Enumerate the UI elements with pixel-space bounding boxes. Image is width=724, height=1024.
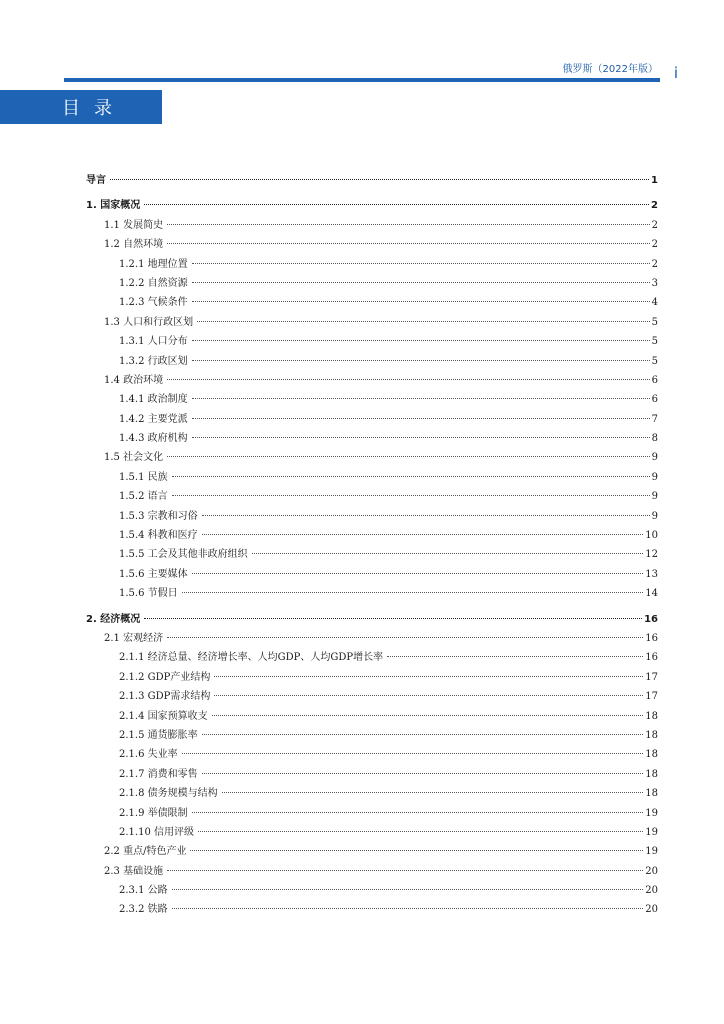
dot-leader (182, 592, 644, 593)
dot-leader (167, 870, 643, 871)
toc-entry[interactable] (86, 313, 658, 332)
dot-leader (192, 263, 650, 264)
dot-leader (192, 340, 650, 341)
toc-entry-label: 2.1.9 举债限制 (119, 807, 188, 819)
toc-entry-label: 1.5.1 民族 (119, 471, 168, 483)
toc-entry[interactable] (86, 371, 658, 390)
toc-entry-label: 2. 经济概况 (86, 613, 141, 625)
toc-entry[interactable] (86, 584, 658, 603)
toc-entry-label: 2.3.2 铁路 (119, 904, 168, 916)
toc-entry[interactable] (86, 610, 658, 629)
title-banner (0, 90, 162, 124)
dot-leader (192, 437, 650, 438)
toc-entry-page: 17 (645, 671, 658, 683)
toc-entry-page: 16 (644, 613, 658, 625)
toc-entry[interactable] (86, 487, 658, 506)
toc-entry-label: 1.5.3 宗教和习俗 (119, 510, 198, 522)
table-of-contents (86, 171, 658, 920)
toc-entry[interactable] (86, 900, 658, 919)
toc-entry[interactable] (86, 332, 658, 351)
toc-entry-page: 3 (651, 277, 658, 289)
dot-leader (172, 476, 650, 477)
toc-entry-label: 2.1.3 GDP需求结构 (119, 691, 211, 703)
toc-entry-label: 2.1.10 信用评级 (119, 826, 194, 838)
toc-entry[interactable] (86, 410, 658, 429)
toc-entry-page: 13 (645, 568, 658, 580)
dot-leader (172, 908, 644, 909)
toc-entry-label: 1.5.6 主要媒体 (119, 568, 188, 580)
toc-entry-page: 2 (651, 219, 658, 231)
toc-entry[interactable] (86, 648, 658, 667)
toc-entry[interactable] (86, 526, 658, 545)
toc-entry[interactable] (86, 687, 658, 706)
toc-entry-page: 2 (651, 200, 658, 212)
dot-leader (172, 495, 650, 496)
toc-entry-page: 6 (651, 374, 658, 386)
toc-entry[interactable] (86, 842, 658, 861)
toc-entry-page: 14 (645, 588, 658, 600)
toc-entry-label: 1.5 社会文化 (104, 452, 164, 464)
dot-leader (144, 618, 642, 619)
dot-leader (387, 656, 643, 657)
toc-entry-page: 18 (645, 788, 658, 800)
toc-entry-page: 1 (651, 175, 658, 186)
dot-leader (192, 282, 650, 283)
toc-entry[interactable] (86, 707, 658, 726)
toc-entry[interactable] (86, 274, 658, 293)
toc-entry-label: 2.1.8 债务规模与结构 (119, 788, 218, 800)
toc-entry-page: 20 (645, 904, 658, 916)
toc-entry-label: 1.3.2 行政区划 (119, 355, 188, 367)
toc-entry-label: 1.5.6 节假日 (119, 588, 178, 600)
toc-entry-label: 2.1.6 失业率 (119, 749, 178, 761)
toc-entry[interactable] (86, 429, 658, 448)
toc-entry-label: 1.4.2 主要党派 (119, 413, 188, 425)
toc-entry-page: 5 (651, 316, 658, 328)
dot-leader (192, 398, 650, 399)
toc-entry-label: 1.5.4 科教和医疗 (119, 530, 198, 542)
toc-entry[interactable] (86, 448, 658, 467)
toc-entry-page: 18 (645, 729, 658, 741)
dot-leader (202, 734, 644, 735)
toc-entry[interactable] (86, 565, 658, 584)
toc-entry-label: 2.1.2 GDP产业结构 (119, 671, 211, 683)
dot-leader (212, 715, 644, 716)
toc-entry-label: 2.1 宏观经济 (104, 632, 164, 644)
toc-entry-page: 9 (651, 452, 658, 464)
toc-entry-page: 9 (651, 471, 658, 483)
header-rule (64, 78, 660, 82)
toc-entry[interactable] (86, 745, 658, 764)
toc-entry-page: 18 (645, 710, 658, 722)
toc-entry[interactable] (86, 352, 658, 371)
toc-entry[interactable] (86, 545, 658, 564)
toc-entry[interactable] (86, 390, 658, 409)
toc-entry-page: 17 (645, 691, 658, 703)
toc-entry-page: 20 (645, 885, 658, 897)
toc-entry-label: 1.5.5 工会及其他非政府组织 (119, 549, 248, 561)
toc-entry[interactable] (86, 726, 658, 745)
toc-entry[interactable] (86, 668, 658, 687)
toc-entry-label: 2.2 重点/特色产业 (104, 846, 187, 858)
toc-entry[interactable] (86, 765, 658, 784)
dot-leader (202, 515, 650, 516)
toc-entry-page: 2 (651, 239, 658, 251)
toc-entry-label: 2.1.1 经济总量、经济增长率、人均GDP、人均GDP增长率 (119, 652, 384, 664)
toc-entry[interactable] (86, 804, 658, 823)
dot-leader (202, 534, 644, 535)
toc-entry-page: 12 (645, 549, 658, 561)
toc-entry[interactable] (86, 235, 658, 254)
toc-entry-page: 2 (651, 258, 658, 270)
toc-entry-label: 1.3 人口和行政区划 (104, 316, 194, 328)
toc-entry-label: 2.3 基础设施 (104, 865, 164, 877)
page-title: 目录 (62, 98, 126, 119)
toc-entry-label: 导言 (86, 175, 106, 186)
toc-entry[interactable] (86, 629, 658, 648)
toc-entry-label: 1.5.2 语言 (119, 491, 168, 503)
toc-entry-label: 1.2.2 自然资源 (119, 277, 188, 289)
dot-leader (167, 456, 650, 457)
toc-entry-label: 1.4.1 政治制度 (119, 394, 188, 406)
toc-entry-label: 2.1.4 国家预算收支 (119, 710, 208, 722)
toc-entry[interactable] (86, 468, 658, 487)
toc-entry[interactable] (86, 171, 658, 190)
dot-leader (167, 243, 650, 244)
toc-entry-label: 2.1.7 消费和零售 (119, 768, 198, 780)
toc-entry-page: 10 (645, 530, 658, 542)
toc-entry-page: 19 (645, 826, 658, 838)
toc-entry-page: 20 (645, 865, 658, 877)
toc-entry[interactable] (86, 823, 658, 842)
toc-entry[interactable] (86, 507, 658, 526)
toc-entry-page: 6 (651, 394, 658, 406)
dot-leader (214, 676, 643, 677)
toc-entry-page: 7 (651, 413, 658, 425)
toc-entry-page: 18 (645, 768, 658, 780)
toc-entry[interactable] (86, 293, 658, 312)
dot-leader (197, 321, 650, 322)
dot-leader (222, 792, 644, 793)
toc-entry-label: 2.1.5 通货膨胀率 (119, 729, 198, 741)
dot-leader (172, 889, 644, 890)
toc-entry-page: 16 (645, 632, 658, 644)
toc-entry[interactable] (86, 784, 658, 803)
toc-entry[interactable] (86, 255, 658, 274)
dot-leader (202, 773, 644, 774)
toc-entry-label: 1.4 政治环境 (104, 374, 164, 386)
toc-entry-label: 1.1 发展简史 (104, 219, 164, 231)
toc-entry[interactable] (86, 862, 658, 881)
dot-leader (167, 379, 650, 380)
toc-entry-page: 8 (651, 433, 658, 445)
toc-entry-label: 1.2.1 地理位置 (119, 258, 188, 270)
dot-leader (110, 179, 649, 180)
toc-entry-page: 19 (645, 846, 658, 858)
toc-entry-label: 1.3.1 人口分布 (119, 336, 188, 348)
dot-leader (167, 637, 643, 638)
toc-entry-label: 1.4.3 政府机构 (119, 433, 188, 445)
dot-leader (192, 573, 644, 574)
toc-entry-page: 18 (645, 749, 658, 761)
toc-entry-page: 19 (645, 807, 658, 819)
dot-leader (192, 812, 644, 813)
toc-entry-label: 1.2 自然环境 (104, 239, 164, 251)
toc-entry-page: 16 (645, 652, 658, 664)
dot-leader (192, 360, 650, 361)
dot-leader (192, 301, 650, 302)
toc-entry[interactable] (86, 196, 658, 215)
dot-leader (192, 418, 650, 419)
dot-leader (167, 224, 650, 225)
toc-entry[interactable] (86, 216, 658, 235)
dot-leader (190, 850, 643, 851)
toc-entry-label: 2.3.1 公路 (119, 885, 168, 897)
running-header-title: 俄罗斯（2022年版） (562, 64, 658, 75)
toc-entry-page: 9 (651, 491, 658, 503)
toc-entry-label: 1. 国家概况 (86, 200, 141, 212)
dot-leader (252, 553, 644, 554)
dot-leader (182, 753, 644, 754)
toc-entry-page: 4 (651, 297, 658, 309)
toc-entry-page: 5 (651, 355, 658, 367)
dot-leader (144, 204, 649, 205)
dot-leader (214, 695, 643, 696)
toc-entry-page: 5 (651, 336, 658, 348)
toc-entry-page: 9 (651, 510, 658, 522)
dot-leader (198, 831, 643, 832)
toc-entry[interactable] (86, 881, 658, 900)
toc-entry-label: 1.2.3 气候条件 (119, 297, 188, 309)
page-number: i (673, 64, 678, 82)
